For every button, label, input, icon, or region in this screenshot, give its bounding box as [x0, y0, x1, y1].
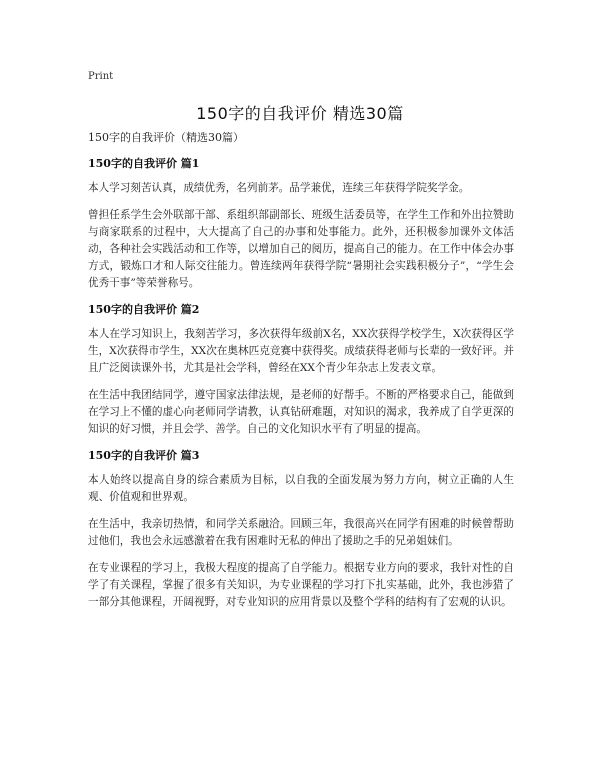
- section-2: [88, 302, 514, 438]
- paragraph: 本人学习刻苦认真，成绩优秀，名列前茅。品学兼优，连续三年获得学院奖学金。: [88, 182, 470, 194]
- print-label: Print: [88, 71, 114, 82]
- section-1: [88, 156, 514, 292]
- paragraph: 在生活中我团结同学，遵守国家法律法规，是老师的好帮手。不断的严格要求自己，能做到在学习上不懂的虚心向老师同学请教，认真钻研难题，对知识的渴求，我养成了自学更深的知识的好习惯，并且会学、善学。自己的文化知识水平有了明显的提高。: [88, 389, 514, 435]
- document-subtitle: 150字的自我评价（精选30篇）: [88, 131, 244, 144]
- section-heading: 150字的自我评价 篇3: [88, 449, 200, 462]
- section-heading: 150字的自我评价 篇1: [88, 157, 200, 170]
- paragraph: 本人在学习知识上，我刻苦学习，多次获得年级前X名，XX次获得学校学生，X次获得区学生，X次获得市学生，XX次在奥林匹克竞赛中获得奖。成绩获得老师与长辈的一致好评。并且广泛阅读课外书，尤其是社会学科，曾经在XX个青少年杂志上发表文章。: [88, 328, 514, 374]
- section-3: [88, 448, 514, 611]
- document-body: [88, 130, 514, 621]
- paragraph: 在生活中，我亲切热情，和同学关系融洽。回顾三年，我很高兴在同学有困难的时候曾帮助过他们，我也会永远感激着在我有困难时无私的伸出了援助之手的兄弟姐妹们。: [88, 518, 514, 547]
- paragraph: 在专业课程的学习上，我极大程度的提高了自学能力。根据专业方向的要求，我针对性的自学了有关课程，掌握了很多有关知识，为专业课程的学习打下扎实基础，此外，我也涉猎了一部分其他课程，开阔视野，对专业知识的应用背景以及整个学科的结构有了宏观的认识。: [88, 562, 514, 608]
- paragraph: 本人始终以提高自身的综合素质为目标，以自我的全面发展为努力方向，树立正确的人生观、价值观和世界观。: [88, 474, 514, 503]
- paragraph: 曾担任系学生会外联部干部、系组织部副部长、班级生活委员等，在学生工作和外出拉赞助与商家联系的过程中，大大提高了自己的办事和处事能力。此外，还积极参加课外文体活动，各种社会实践活动和工作等，以增加自己的阅历，提高自己的能力。在工作中体会办事方式，锻炼口才和人际交往能力。曾连续两年获得学院“暑期社会实践积极分子”，“学生会优秀干事”等荣誉称号。: [88, 209, 514, 289]
- page-title: 150字的自我评价 精选30篇: [196, 104, 404, 123]
- section-heading: 150字的自我评价 篇2: [88, 303, 200, 316]
